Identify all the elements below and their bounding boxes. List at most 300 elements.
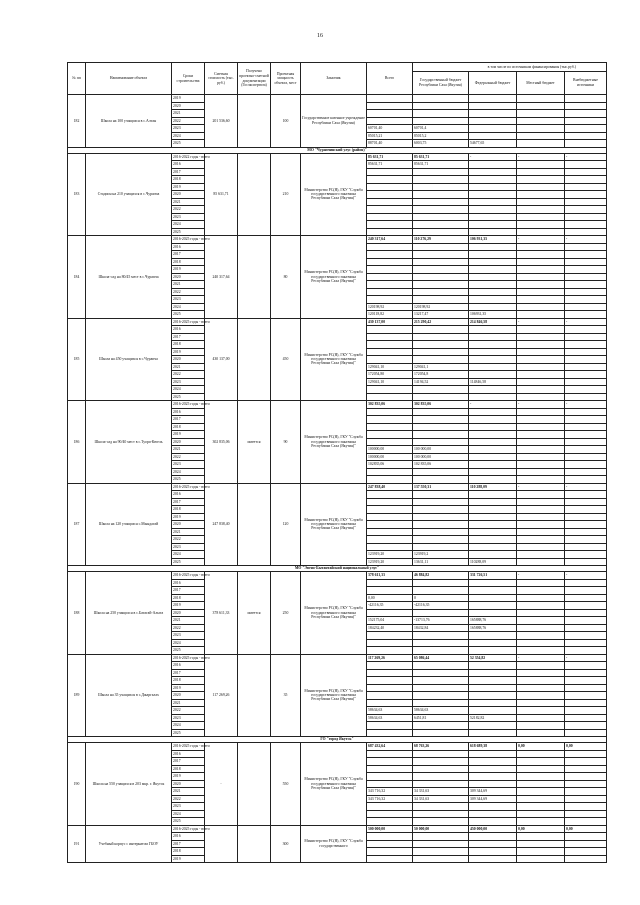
total-amount	[367, 266, 413, 274]
extra-budget-amount	[565, 423, 607, 431]
local-budget-amount	[517, 461, 565, 469]
local-budget-amount	[517, 95, 565, 103]
total-amount	[367, 536, 413, 544]
local-budget-amount: -	[517, 572, 565, 580]
header-funding-group: в том числе по источникам финансирования (тыс.руб.)	[413, 63, 607, 72]
federal-budget-amount	[469, 183, 517, 191]
total-amount	[367, 258, 413, 266]
customer-name: Министерство РС(Я), ГКУ "Служба государственного заказчика Республики Саха (Якутия)"	[301, 401, 367, 484]
total-amount	[367, 408, 413, 416]
object-capacity: 450	[271, 318, 301, 401]
period-cell: 2016	[172, 326, 205, 334]
federal-budget-amount	[469, 758, 517, 766]
extra-budget-amount: -	[565, 153, 607, 161]
object-number: 187	[68, 483, 86, 566]
local-budget-amount	[517, 833, 565, 841]
total-amount	[367, 669, 413, 677]
state-budget-amount	[413, 587, 469, 595]
total-amount	[367, 95, 413, 103]
period-cell: 2025	[172, 818, 205, 826]
state-budget-amount	[413, 95, 469, 103]
extra-budget-amount	[565, 773, 607, 781]
extra-budget-amount	[565, 722, 607, 730]
period-cell: 2025	[172, 558, 205, 566]
state-budget-amount	[413, 431, 469, 439]
extra-budget-amount	[565, 513, 607, 521]
total-amount: 430 137,00	[367, 318, 413, 326]
header-capacity: Проектная мощность объекта, мест	[271, 63, 301, 95]
federal-budget-amount	[469, 707, 517, 715]
period-cell: 2019	[172, 773, 205, 781]
state-budget-amount	[413, 609, 469, 617]
estimated-cost: -	[205, 743, 238, 826]
period-cell: 2020	[172, 191, 205, 199]
period-cell: 2020	[172, 438, 205, 446]
local-budget-amount: -	[517, 654, 565, 662]
local-budget-amount	[517, 221, 565, 229]
period-cell: 2022	[172, 795, 205, 803]
total-amount: 120118,82	[367, 311, 413, 319]
period-cell: 2018	[172, 677, 205, 685]
extra-budget-amount	[565, 228, 607, 236]
total-amount: 343 716,32	[367, 788, 413, 796]
local-budget-amount	[517, 536, 565, 544]
period-cell: 2016	[172, 579, 205, 587]
investment-program-table	[67, 62, 606, 863]
state-budget-amount	[413, 750, 469, 758]
local-budget-amount	[517, 707, 565, 715]
total-amount	[367, 356, 413, 364]
local-budget-amount	[517, 491, 565, 499]
extra-budget-amount	[565, 348, 607, 356]
extra-budget-amount	[565, 125, 607, 133]
customer-name: Министерство РС(Я), ГКУ "Служба государственного заказчика Республики Саха (Якутия)"	[301, 318, 367, 401]
local-budget-amount	[517, 140, 565, 148]
estimated-cost: 240 317,64	[205, 236, 238, 319]
period-cell: 2022	[172, 117, 205, 125]
local-budget-amount	[517, 750, 565, 758]
local-budget-amount	[517, 393, 565, 401]
period-cell: 2024	[172, 551, 205, 559]
extra-budget-amount: -	[565, 401, 607, 409]
local-budget-amount	[517, 333, 565, 341]
object-capacity: 100	[271, 95, 301, 148]
local-budget-amount	[517, 348, 565, 356]
federal-budget-amount: 165888,76	[469, 624, 517, 632]
total-amount: 378 611,33	[367, 572, 413, 580]
extra-budget-amount	[565, 453, 607, 461]
extra-budget-amount	[565, 498, 607, 506]
local-budget-amount	[517, 356, 565, 364]
total-amount	[367, 176, 413, 184]
local-budget-amount	[517, 110, 565, 118]
period-cell: 2020	[172, 273, 205, 281]
federal-budget-amount	[469, 161, 517, 169]
total-amount	[367, 183, 413, 191]
federal-budget-amount	[469, 729, 517, 737]
object-name: Учебный корпус с интернатом ГБОУ	[86, 825, 172, 863]
total-amount	[367, 647, 413, 655]
federal-budget-amount	[469, 677, 517, 685]
extra-budget-amount	[565, 95, 607, 103]
period-cell: 2018	[172, 258, 205, 266]
local-budget-amount: -	[517, 401, 565, 409]
state-budget-amount	[413, 647, 469, 655]
total-amount	[367, 780, 413, 788]
period-cell: 2016-2025 годы - всего	[173, 655, 210, 660]
local-budget-amount	[517, 729, 565, 737]
period-cell: 2024	[172, 221, 205, 229]
federal-budget-amount	[469, 722, 517, 730]
object-name: Школа-сад на 90/40 мест в с.Туора-Кюель	[86, 401, 172, 484]
local-budget-amount	[517, 423, 565, 431]
state-budget-amount: 0	[413, 594, 469, 602]
period-cell: 2017	[172, 498, 205, 506]
period-cell: 2016	[172, 662, 205, 670]
total-amount	[367, 632, 413, 640]
period-cell: 2017	[172, 758, 205, 766]
extra-budget-amount	[565, 692, 607, 700]
extra-budget-amount	[565, 243, 607, 251]
state-budget-amount	[413, 699, 469, 707]
period-cell: 2016	[172, 243, 205, 251]
state-budget-amount: 18432,84	[413, 624, 469, 632]
local-budget-amount	[517, 438, 565, 446]
state-budget-amount	[413, 296, 469, 304]
federal-budget-amount	[469, 692, 517, 700]
design-docs-status	[238, 825, 271, 863]
period-cell: 2016-2025 годы - всего	[173, 744, 210, 749]
total-amount	[367, 281, 413, 289]
federal-budget-amount	[469, 303, 517, 311]
period-cell: 2023	[172, 125, 205, 133]
local-budget-amount	[517, 416, 565, 424]
period-cell: 2018	[172, 341, 205, 349]
period-cell: 2024	[172, 468, 205, 476]
table-row	[68, 236, 607, 244]
state-budget-amount	[413, 198, 469, 206]
state-budget-amount	[413, 855, 469, 863]
period-cell: 2018	[172, 848, 205, 856]
object-name: Школа на 250 учащихся в с.Батагай-Алыта	[86, 572, 172, 655]
total-amount	[367, 722, 413, 730]
federal-budget-amount	[469, 669, 517, 677]
state-budget-amount	[413, 341, 469, 349]
design-docs-status	[238, 95, 271, 148]
local-budget-amount	[517, 639, 565, 647]
page-number: 16	[317, 33, 323, 39]
extra-budget-amount	[565, 281, 607, 289]
local-budget-amount	[517, 176, 565, 184]
period-cell: 2023	[172, 543, 205, 551]
total-amount	[367, 684, 413, 692]
period-cell: 2021	[172, 281, 205, 289]
total-amount: 129041,10	[367, 363, 413, 371]
local-budget-amount	[517, 609, 565, 617]
extra-budget-amount	[565, 378, 607, 386]
federal-budget-amount	[469, 833, 517, 841]
extra-budget-amount	[565, 855, 607, 863]
state-budget-amount	[413, 528, 469, 536]
state-budget-amount: 46 884,82	[413, 572, 469, 580]
state-budget-amount: 34 331,63	[413, 788, 469, 796]
state-budget-amount	[413, 258, 469, 266]
federal-budget-amount	[469, 266, 517, 274]
federal-budget-amount: 331 726,51	[469, 572, 517, 580]
extra-budget-amount	[565, 833, 607, 841]
federal-budget-amount	[469, 95, 517, 103]
object-number: 191	[68, 825, 86, 863]
state-budget-amount: -13713,76	[413, 617, 469, 625]
state-budget-amount: 110 276,29	[413, 236, 469, 244]
extra-budget-amount	[565, 221, 607, 229]
total-amount	[367, 393, 413, 401]
federal-budget-amount	[469, 639, 517, 647]
period-cell: 2022	[172, 707, 205, 715]
total-amount	[367, 491, 413, 499]
extra-budget-amount	[565, 609, 607, 617]
period-cell: 2025	[172, 140, 205, 148]
extra-budget-amount	[565, 408, 607, 416]
local-budget-amount	[517, 206, 565, 214]
total-amount	[367, 609, 413, 617]
object-name: Школа на 450 учащихся в с.Чурапча	[86, 318, 172, 401]
customer-name: Государственное казенное учреждение Республики Саха (Якутия)	[301, 95, 367, 148]
federal-budget-amount	[469, 476, 517, 484]
federal-budget-amount	[469, 491, 517, 499]
federal-budget-amount: 309 344,69	[469, 788, 517, 796]
federal-budget-amount	[469, 288, 517, 296]
local-budget-amount	[517, 453, 565, 461]
total-amount	[367, 818, 413, 826]
total-amount	[367, 773, 413, 781]
state-budget-amount	[413, 168, 469, 176]
state-budget-amount	[413, 393, 469, 401]
total-amount: 85631,71	[367, 161, 413, 169]
state-budget-amount	[413, 684, 469, 692]
object-name: Школа на 550 учащихся в 203 мкр. г. Якутск	[86, 743, 172, 826]
design-docs-status	[238, 483, 271, 566]
local-budget-amount	[517, 528, 565, 536]
object-capacity: 35	[271, 654, 301, 737]
total-amount: 240 317,64	[367, 236, 413, 244]
period-cell: 2018	[172, 176, 205, 184]
extra-budget-amount: 0,00	[565, 825, 607, 833]
object-name: Стадион на 210 учащихся в с.Чурапча	[86, 153, 172, 236]
table-row	[68, 825, 607, 833]
extra-budget-amount	[565, 594, 607, 602]
federal-budget-amount	[469, 855, 517, 863]
state-budget-amount	[413, 729, 469, 737]
extra-budget-amount	[565, 213, 607, 221]
total-amount	[367, 855, 413, 863]
state-budget-amount	[413, 416, 469, 424]
federal-budget-amount	[469, 810, 517, 818]
federal-budget-amount	[469, 513, 517, 521]
local-budget-amount	[517, 647, 565, 655]
total-amount	[367, 206, 413, 214]
total-amount	[367, 498, 413, 506]
total-amount	[367, 198, 413, 206]
design-docs-status	[238, 654, 271, 737]
estimated-cost: 378 611,33	[205, 572, 238, 655]
federal-budget-amount: 52 354,82	[469, 654, 517, 662]
state-budget-amount: 85 631,71	[413, 153, 469, 161]
federal-budget-amount	[469, 393, 517, 401]
design-docs-status	[238, 743, 271, 826]
total-amount	[367, 803, 413, 811]
extra-budget-amount	[565, 714, 607, 722]
local-budget-amount	[517, 408, 565, 416]
federal-budget-amount	[469, 521, 517, 529]
total-amount	[367, 213, 413, 221]
period-cell: 2016	[172, 161, 205, 169]
state-budget-amount: 85015,2	[413, 132, 469, 140]
period-cell: 2018	[172, 594, 205, 602]
object-name: Школа-сад на 80/45 мест в с.Чурапча	[86, 236, 172, 319]
total-amount: 247 838,40	[367, 483, 413, 491]
period-cell: 2023	[172, 296, 205, 304]
federal-budget-amount	[469, 536, 517, 544]
object-number: 183	[68, 153, 86, 236]
extra-budget-amount	[565, 632, 607, 640]
extra-budget-amount	[565, 140, 607, 148]
state-budget-amount	[413, 326, 469, 334]
table-row	[68, 401, 607, 409]
local-budget-amount	[517, 281, 565, 289]
total-amount	[367, 765, 413, 773]
extra-budget-amount	[565, 416, 607, 424]
federal-budget-amount: 106931,35	[469, 311, 517, 319]
federal-budget-amount: 114846,58	[469, 378, 517, 386]
object-number: 188	[68, 572, 86, 655]
federal-budget-amount	[469, 587, 517, 595]
state-budget-amount	[413, 183, 469, 191]
federal-budget-amount	[469, 191, 517, 199]
table-row	[68, 743, 607, 751]
period-cell: 2016-2022 годы - всего	[173, 154, 210, 159]
period-cell: 2016-2025 годы - всего	[173, 826, 210, 831]
federal-budget-amount	[469, 281, 517, 289]
period-cell: 2016	[172, 750, 205, 758]
local-budget-amount	[517, 543, 565, 551]
period-cell: 2019	[172, 183, 205, 191]
period-cell: 2021	[172, 788, 205, 796]
total-amount	[367, 341, 413, 349]
federal-budget-amount: 165888,76	[469, 617, 517, 625]
federal-budget-amount	[469, 221, 517, 229]
local-budget-amount	[517, 191, 565, 199]
design-docs-status: имеется	[238, 401, 271, 484]
state-budget-amount	[413, 669, 469, 677]
object-name: Школа на 35 учащихся в с.Джаргалах	[86, 654, 172, 737]
extra-budget-amount	[565, 431, 607, 439]
estimated-cost: 302 835,06	[205, 401, 238, 484]
customer-name: Министерство РС(Я), ГКУ "Служба государственного заказчика Республики Саха (Якутия)"	[301, 572, 367, 655]
federal-budget-amount	[469, 461, 517, 469]
table-row	[68, 483, 607, 491]
period-cell: 2019	[172, 602, 205, 610]
extra-budget-amount	[565, 110, 607, 118]
state-budget-amount	[413, 243, 469, 251]
state-budget-amount	[413, 692, 469, 700]
local-budget-amount	[517, 296, 565, 304]
state-budget-amount	[413, 228, 469, 236]
extra-budget-amount	[565, 191, 607, 199]
period-cell: 2017	[172, 669, 205, 677]
extra-budget-amount	[565, 491, 607, 499]
period-cell: 2018	[172, 506, 205, 514]
federal-budget-amount	[469, 543, 517, 551]
period-cell: 2019	[172, 855, 205, 863]
federal-budget-amount	[469, 765, 517, 773]
federal-budget-amount: -	[469, 401, 517, 409]
object-number: 182	[68, 95, 86, 148]
federal-budget-amount	[469, 168, 517, 176]
extra-budget-amount: -	[565, 654, 607, 662]
period-cell: 2022	[172, 453, 205, 461]
federal-budget-amount	[469, 416, 517, 424]
total-amount	[367, 810, 413, 818]
local-budget-amount	[517, 699, 565, 707]
state-budget-amount	[413, 191, 469, 199]
federal-budget-amount	[469, 356, 517, 364]
extra-budget-amount	[565, 468, 607, 476]
total-amount: 120198,92	[367, 303, 413, 311]
federal-budget-amount	[469, 363, 517, 371]
extra-budget-amount	[565, 765, 607, 773]
extra-budget-amount	[565, 617, 607, 625]
local-budget-amount	[517, 788, 565, 796]
total-amount	[367, 251, 413, 259]
extra-budget-amount	[565, 102, 607, 110]
local-budget-amount	[517, 579, 565, 587]
local-budget-amount	[517, 266, 565, 274]
total-amount	[367, 191, 413, 199]
extra-budget-amount	[565, 117, 607, 125]
extra-budget-amount	[565, 848, 607, 856]
total-amount: 302 835,06	[367, 401, 413, 409]
local-budget-amount: 0,00	[517, 743, 565, 751]
state-budget-amount	[413, 333, 469, 341]
total-amount	[367, 243, 413, 251]
total-amount	[367, 848, 413, 856]
total-amount: 152175,04	[367, 617, 413, 625]
federal-budget-amount	[469, 699, 517, 707]
estimated-cost: 430 137,00	[205, 318, 238, 401]
extra-budget-amount	[565, 258, 607, 266]
state-budget-amount	[413, 491, 469, 499]
federal-budget-amount	[469, 408, 517, 416]
object-capacity: 300	[271, 825, 301, 863]
state-budget-amount: 129041,1	[413, 363, 469, 371]
total-amount	[367, 296, 413, 304]
period-cell: 2021	[172, 617, 205, 625]
federal-budget-amount: 214 846,58	[469, 318, 517, 326]
federal-budget-amount	[469, 386, 517, 394]
local-budget-amount	[517, 803, 565, 811]
period-cell: 2020	[172, 521, 205, 529]
state-budget-amount: 6003,75	[413, 140, 469, 148]
local-budget-amount	[517, 341, 565, 349]
extra-budget-amount	[565, 795, 607, 803]
local-budget-amount	[517, 363, 565, 371]
federal-budget-amount	[469, 647, 517, 655]
local-budget-amount	[517, 848, 565, 856]
local-budget-amount	[517, 161, 565, 169]
local-budget-amount	[517, 258, 565, 266]
state-budget-amount	[413, 356, 469, 364]
